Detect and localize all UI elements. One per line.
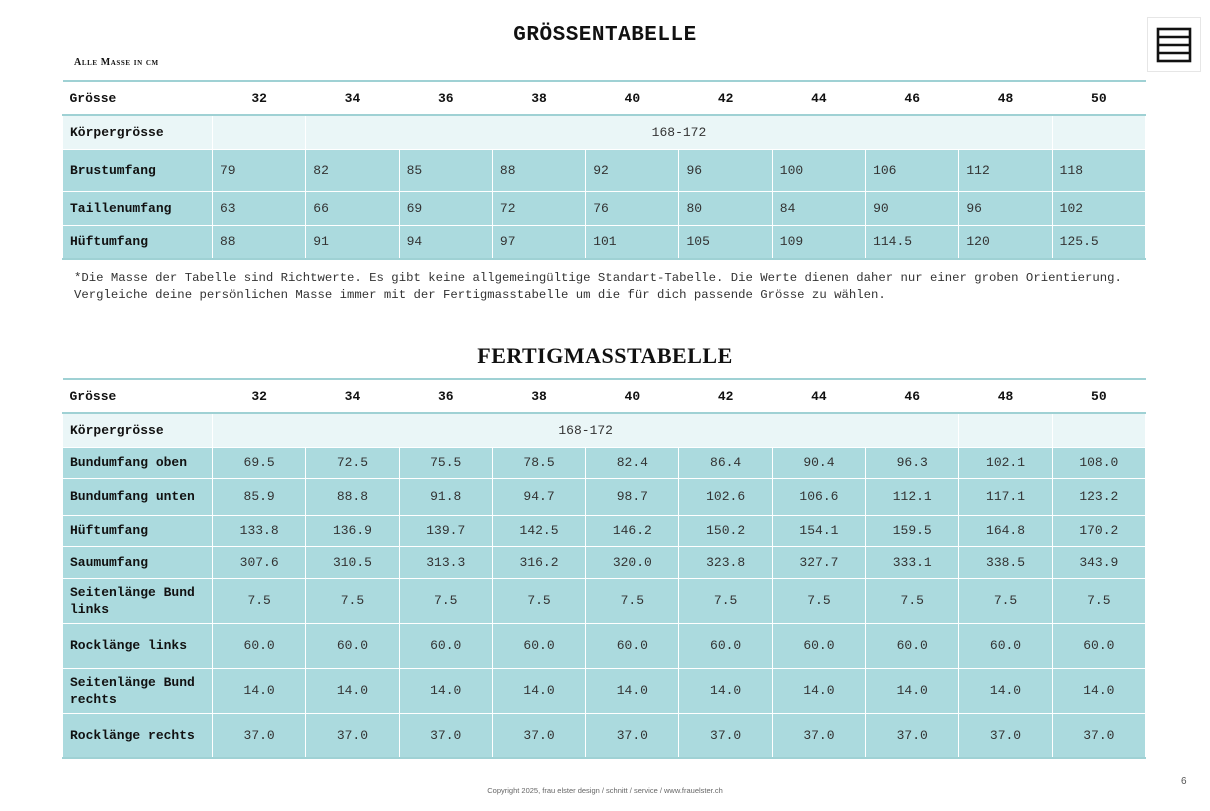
size-header: 32 xyxy=(213,379,306,413)
table-cell: 7.5 xyxy=(492,578,585,623)
table-cell: 37.0 xyxy=(1052,713,1145,758)
sizes-title: GRÖSSENTABELLE xyxy=(513,24,697,47)
finished-header-row xyxy=(63,379,1146,413)
table-cell: 84 xyxy=(772,191,865,225)
size-header-label: Grösse xyxy=(63,81,213,115)
size-header: 48 xyxy=(959,81,1052,115)
table-cell: 146.2 xyxy=(586,515,679,546)
table-cell: 82 xyxy=(306,149,399,191)
table-cell: 307.6 xyxy=(213,546,306,578)
table-row xyxy=(63,578,1146,623)
row-label: Körpergrösse xyxy=(63,413,213,447)
table-cell: 72.5 xyxy=(306,447,399,478)
table-cell: 60.0 xyxy=(1052,623,1145,668)
table-cell: 170.2 xyxy=(1052,515,1145,546)
table-cell: 123.2 xyxy=(1052,478,1145,515)
table-cell: 310.5 xyxy=(306,546,399,578)
table-cell: 60.0 xyxy=(399,623,492,668)
table-cell: 76 xyxy=(586,191,679,225)
table-cell: 343.9 xyxy=(1052,546,1145,578)
table-cell: 7.5 xyxy=(399,578,492,623)
table-cell: 69 xyxy=(399,191,492,225)
table-cell xyxy=(1052,115,1145,149)
table-cell: 320.0 xyxy=(586,546,679,578)
row-label: Seitenlänge Bund links xyxy=(63,578,213,623)
table-cell: 120 xyxy=(959,225,1052,259)
row-label: Rocklänge rechts xyxy=(63,713,213,758)
table-cell: 14.0 xyxy=(492,668,585,713)
table-cell: 139.7 xyxy=(399,515,492,546)
menu-icon xyxy=(1156,27,1192,63)
table-cell: 91 xyxy=(306,225,399,259)
sizes-header-row xyxy=(63,81,1146,115)
table-cell: 37.0 xyxy=(213,713,306,758)
table-cell: 102 xyxy=(1052,191,1145,225)
size-header: 50 xyxy=(1052,81,1145,115)
table-row xyxy=(63,413,1146,447)
table-cell: 7.5 xyxy=(959,578,1052,623)
size-header-label: Grösse xyxy=(63,379,213,413)
table-cell: 72 xyxy=(492,191,585,225)
table-row xyxy=(63,149,1146,191)
table-cell: 79 xyxy=(213,149,306,191)
table-cell: 14.0 xyxy=(959,668,1052,713)
table-cell: 60.0 xyxy=(213,623,306,668)
table-cell: 105 xyxy=(679,225,772,259)
table-cell: 108.0 xyxy=(1052,447,1145,478)
size-header: 34 xyxy=(306,379,399,413)
table-row xyxy=(63,225,1146,259)
table-cell: 69.5 xyxy=(213,447,306,478)
table-cell: 37.0 xyxy=(772,713,865,758)
table-row xyxy=(63,447,1146,478)
units-note: Alle Masse in cm xyxy=(74,57,159,68)
table-cell: 88 xyxy=(213,225,306,259)
size-header: 40 xyxy=(586,379,679,413)
table-cell: 7.5 xyxy=(306,578,399,623)
row-label: Seitenlänge Bund rechts xyxy=(63,668,213,713)
table-cell: 150.2 xyxy=(679,515,772,546)
table-cell: 60.0 xyxy=(772,623,865,668)
table-cell: 37.0 xyxy=(306,713,399,758)
table-cell: 7.5 xyxy=(586,578,679,623)
table-cell: 37.0 xyxy=(959,713,1052,758)
table-cell: 316.2 xyxy=(492,546,585,578)
table-row xyxy=(63,546,1146,578)
table-cell: 136.9 xyxy=(306,515,399,546)
table-cell: 101 xyxy=(586,225,679,259)
table-cell: 106.6 xyxy=(772,478,865,515)
table-cell: 90.4 xyxy=(772,447,865,478)
table-cell: 125.5 xyxy=(1052,225,1145,259)
table-cell: 37.0 xyxy=(586,713,679,758)
disclaimer-text: *Die Masse der Tabelle sind Richtwerte. Es gibt keine allgemeingültige Standart-Tabelle. Die Werte dienen daher nur einer groben Orientierung. Vergleiche deine persönlichen Masse immer mit der Fertigmasstabelle um die für dich passende Grösse zu wählen. xyxy=(74,271,1122,302)
menu-button[interactable] xyxy=(1147,17,1201,72)
table-cell: 117.1 xyxy=(959,478,1052,515)
table-cell: 102.1 xyxy=(959,447,1052,478)
table-cell: 60.0 xyxy=(306,623,399,668)
table-cell: 106 xyxy=(866,149,959,191)
table-cell: 75.5 xyxy=(399,447,492,478)
table-cell: 96 xyxy=(959,191,1052,225)
table-cell: 37.0 xyxy=(492,713,585,758)
table-row xyxy=(63,115,1146,149)
size-header: 50 xyxy=(1052,379,1145,413)
sizes-table xyxy=(62,80,1146,260)
table-cell: 112.1 xyxy=(866,478,959,515)
height-range: 168-172 xyxy=(213,413,959,447)
table-cell: 327.7 xyxy=(772,546,865,578)
table-cell: 7.5 xyxy=(213,578,306,623)
row-label: Hüftumfang xyxy=(63,515,213,546)
table-cell: 94.7 xyxy=(492,478,585,515)
table-cell: 313.3 xyxy=(399,546,492,578)
table-cell: 85.9 xyxy=(213,478,306,515)
table-cell: 60.0 xyxy=(586,623,679,668)
table-cell: 14.0 xyxy=(866,668,959,713)
table-cell: 90 xyxy=(866,191,959,225)
height-range: 168-172 xyxy=(306,115,1052,149)
table-cell: 14.0 xyxy=(306,668,399,713)
size-header: 38 xyxy=(492,81,585,115)
size-header: 32 xyxy=(213,81,306,115)
table-cell: 92 xyxy=(586,149,679,191)
table-cell: 60.0 xyxy=(959,623,1052,668)
row-label: Taillenumfang xyxy=(63,191,213,225)
table-cell: 154.1 xyxy=(772,515,865,546)
size-header: 36 xyxy=(399,379,492,413)
table-row xyxy=(63,713,1146,758)
table-cell: 109 xyxy=(772,225,865,259)
table-cell: 78.5 xyxy=(492,447,585,478)
table-cell xyxy=(1052,413,1145,447)
row-label: Saumumfang xyxy=(63,546,213,578)
size-header: 40 xyxy=(586,81,679,115)
row-label: Rocklänge links xyxy=(63,623,213,668)
table-cell: 85 xyxy=(399,149,492,191)
table-cell: 323.8 xyxy=(679,546,772,578)
finished-title: FERTIGMASSTABELLE xyxy=(477,343,733,368)
table-cell: 96.3 xyxy=(866,447,959,478)
table-cell: 14.0 xyxy=(586,668,679,713)
table-cell: 133.8 xyxy=(213,515,306,546)
table-cell xyxy=(213,115,306,149)
table-cell: 142.5 xyxy=(492,515,585,546)
size-header: 42 xyxy=(679,379,772,413)
size-header: 46 xyxy=(866,379,959,413)
copyright-footer: Copyright 2025, frau elster design / schnitt / service / www.frauelster.ch xyxy=(487,786,723,795)
table-cell: 7.5 xyxy=(866,578,959,623)
size-header: 48 xyxy=(959,379,1052,413)
size-header: 36 xyxy=(399,81,492,115)
size-header: 42 xyxy=(679,81,772,115)
page-number: 6 xyxy=(1181,776,1187,787)
table-cell: 80 xyxy=(679,191,772,225)
table-row xyxy=(63,478,1146,515)
table-cell: 14.0 xyxy=(399,668,492,713)
table-cell: 114.5 xyxy=(866,225,959,259)
row-label: Bundumfang unten xyxy=(63,478,213,515)
table-cell: 164.8 xyxy=(959,515,1052,546)
table-cell: 14.0 xyxy=(679,668,772,713)
table-cell: 63 xyxy=(213,191,306,225)
table-cell: 14.0 xyxy=(772,668,865,713)
table-cell: 159.5 xyxy=(866,515,959,546)
table-cell: 82.4 xyxy=(586,447,679,478)
row-label: Körpergrösse xyxy=(63,115,213,149)
table-cell: 60.0 xyxy=(866,623,959,668)
table-cell: 14.0 xyxy=(213,668,306,713)
table-cell: 112 xyxy=(959,149,1052,191)
table-cell: 60.0 xyxy=(679,623,772,668)
table-cell: 338.5 xyxy=(959,546,1052,578)
table-cell: 14.0 xyxy=(1052,668,1145,713)
table-cell: 94 xyxy=(399,225,492,259)
size-header: 34 xyxy=(306,81,399,115)
table-cell: 96 xyxy=(679,149,772,191)
size-header: 38 xyxy=(492,379,585,413)
table-cell: 102.6 xyxy=(679,478,772,515)
table-cell: 88.8 xyxy=(306,478,399,515)
table-cell: 37.0 xyxy=(866,713,959,758)
table-cell: 7.5 xyxy=(1052,578,1145,623)
table-cell: 333.1 xyxy=(866,546,959,578)
table-row xyxy=(63,191,1146,225)
table-cell: 100 xyxy=(772,149,865,191)
table-cell: 7.5 xyxy=(679,578,772,623)
table-cell: 60.0 xyxy=(492,623,585,668)
table-cell: 97 xyxy=(492,225,585,259)
table-cell: 118 xyxy=(1052,149,1145,191)
size-header: 44 xyxy=(772,81,865,115)
table-cell xyxy=(959,413,1052,447)
table-cell: 66 xyxy=(306,191,399,225)
size-header: 46 xyxy=(866,81,959,115)
table-cell: 86.4 xyxy=(679,447,772,478)
table-cell: 98.7 xyxy=(586,478,679,515)
table-row xyxy=(63,515,1146,546)
table-row xyxy=(63,623,1146,668)
finished-measurements-table xyxy=(62,378,1146,759)
table-cell: 37.0 xyxy=(679,713,772,758)
table-cell: 37.0 xyxy=(399,713,492,758)
table-cell: 88 xyxy=(492,149,585,191)
table-cell: 7.5 xyxy=(772,578,865,623)
table-row xyxy=(63,668,1146,713)
row-label: Hüftumfang xyxy=(63,225,213,259)
size-header: 44 xyxy=(772,379,865,413)
row-label: Brustumfang xyxy=(63,149,213,191)
row-label: Bundumfang oben xyxy=(63,447,213,478)
table-cell: 91.8 xyxy=(399,478,492,515)
